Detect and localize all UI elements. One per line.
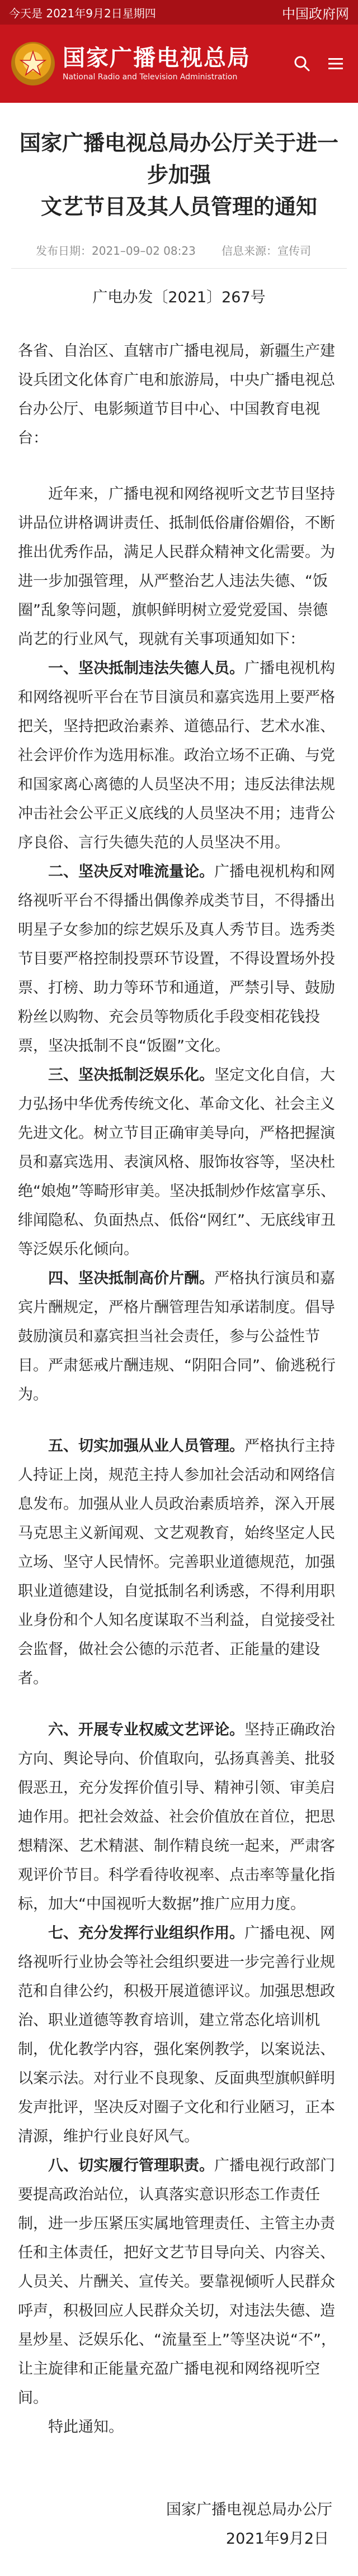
- section-body: 广播电视机构和网络视听平台在节目演员和嘉宾选用上要严格把关，坚持把政治素养、道德品行、艺术水准、社会评价作为选用标准。政治立场不正确、与党和国家离心离德的人员坚决不用；违反法律法规冲击社会公平正义底线的人员坚决不用；违背公序良俗、言行失德失范的人员坚决不用。: [18, 660, 335, 851]
- brand-name-en: National Radio and Television Administration: [63, 73, 238, 82]
- brand[interactable]: [63, 46, 251, 82]
- title-line-1: 国家广播电视总局办公厅关于进一: [19, 131, 338, 155]
- section-6: [18, 1716, 340, 1919]
- emblem-star-icon: [17, 48, 49, 79]
- menu-icon[interactable]: [326, 54, 346, 74]
- section-body: 坚定文化自信，大力弘扬中华优秀传统文化、革命文化、社会主义先进文化。树立节目正确审美导向，严格把握演员和嘉宾选用、表演风格、服饰妆容等，坚决杜绝“娘炮”等畸形审美。坚决抵制炒作炫富享乐、绯闻隐私、负面热点、低俗“网红”、无底线审丑等泛娱乐化倾向。: [18, 1066, 336, 1258]
- search-icon[interactable]: [292, 54, 312, 74]
- today-date: 今天是 2021年9月2日星期四: [9, 6, 156, 20]
- header-actions: [292, 54, 346, 74]
- section-heading: 七、充分发挥行业组织作用。: [48, 1925, 244, 1942]
- signature-date: 2021年9月2日: [225, 2530, 329, 2548]
- publish-date: 2021–09–02 08:23: [92, 244, 196, 258]
- section-heading: 四、坚决抵制高价片酬。: [48, 1270, 214, 1287]
- section-heading: 六、开展专业权威文艺评论。: [48, 1721, 244, 1739]
- article-title: [0, 103, 358, 236]
- section-body: 严格执行演员和嘉宾片酬规定，严格片酬管理告知承诺制度。倡导鼓励演员和嘉宾担当社会责任，参与公益性节目。严肃惩戒片酬违规、“阴阳合同”、偷逃税行为。: [18, 1270, 336, 1403]
- section-1: [18, 654, 340, 858]
- site-header: [0, 25, 358, 103]
- source-value: 宣传司: [277, 244, 311, 258]
- publish-info: [36, 242, 196, 258]
- section-body: 广播电视机构和网络视听平台不得播出偶像养成类节目，不得播出明星子女参加的综艺娱乐及真人秀节目。选秀类节目要严格控制投票环节设置，不得设置场外投票、打榜、助力等环节和通道，严禁引导、鼓励粉丝以购物、充会员等物质化手段变相花钱投票，坚决抵制不良“饭圈”文化。: [18, 863, 335, 1055]
- section-heading: 一、坚决抵制违法失德人员。: [48, 660, 244, 677]
- section-heading: 五、切实加强从业人员管理。: [48, 1437, 244, 1455]
- publish-label: 发布日期：: [36, 244, 92, 258]
- closing-text: 特此通知。: [48, 2418, 124, 2436]
- intro-paragraph: 近年来，广播电视和网络视听文艺节目坚持讲品位讲格调讲责任、抵制低俗庸俗媚俗，不断推出优秀作品，满足人民群众精神文化需要。为进一步加强管理，从严整治艺人违法失德、“饭圈”乱象等问题，旗帜鲜明树立爱党爱国、崇德尚艺的行业风气，现就有关事项通知如下：: [18, 485, 335, 648]
- section-7: [18, 1919, 340, 2151]
- section-3: [18, 1061, 340, 1264]
- document-number: 广电办发〔2021〕267号: [92, 289, 266, 306]
- section-body: 广播电视、网络视听行业协会等社会组织要进一步完善行业规范和自律公约，积极开展道德评议。加强思想政治、职业道德等教育培训，建立常态化培训机制，优化教学内容，强化案例教学，以案说法、以案示法。对行业不良现象、反面典型旗帜鲜明发声批评，坚决反对圈子文化和行业陋习，正本清源，维护行业良好风气。: [18, 1925, 335, 2145]
- title-line-3: 文艺节目及其人员管理的通知: [40, 194, 317, 219]
- signature: 国家广播电视总局办公厅: [166, 2501, 332, 2518]
- gov-site-link[interactable]: 中国政府网: [282, 6, 349, 22]
- top-strip: [0, 0, 358, 25]
- source-info: [222, 242, 322, 258]
- section-body: 坚持正确政治方向、舆论导向、价值取向，弘扬真善美、批驳假恶丑，充分发挥价值引导、精神引领、审美启迪作用。把社会效益、社会价值放在首位，把思想精深、艺术精湛、制作精良统一起来，严肃客观评价节目。科学看待收视率、点击率等量化指标，加大“中国视听大数据”推广应用力度。: [18, 1721, 335, 1913]
- national-emblem-icon[interactable]: [11, 42, 55, 85]
- section-5: [18, 1432, 340, 1693]
- article-meta: [11, 236, 347, 269]
- addressees: 各省、自治区、直辖市广播电视局，新疆生产建设兵团文化体育广电和旅游局，中央广播电视总台办公厅、电影频道节目中心、中国教育电视台：: [18, 342, 335, 447]
- brand-name-cn: 国家广播电视总局: [63, 45, 251, 71]
- title-line-2: 步加强: [147, 163, 211, 187]
- section-body: 严格执行主持人持证上岗，规范主持人参加社会活动和网络信息发布。加强从业人员政治素质培养，深入开展马克思主义新闻观、文艺观教育，始终坚定人民立场、坚守人民情怀。完善职业道德规范，加强职业道德建设，自觉抵制名利诱惑，不得利用职业身份和个人知名度谋取不当利益，自觉接受社会监督，做社会公德的示范者、正能量的建设者。: [18, 1437, 335, 1687]
- section-body: 广播电视行政部门要提高政治站位，认真落实意识形态工作责任制，进一步压紧压实属地管理责任、主管主办责任和主体责任，把好文艺节目导向关、内容关、人员关、片酬关、宣传关。要靠视倾听人民群众呼声，积极回应人民群众关切，对违法失德、造星炒星、泛娱乐化、“流量至上”等坚决说“不”，让主旋律和正能量充盈广播电视和网络视听空间。: [18, 2157, 336, 2407]
- source-label: 信息来源：: [222, 244, 277, 258]
- section-8: [18, 2151, 340, 2413]
- section-heading: 二、坚决反对唯流量论。: [48, 863, 214, 880]
- section-heading: 三、坚决抵制泛娱乐化。: [48, 1066, 214, 1084]
- section-2: [18, 858, 340, 1061]
- section-heading: 八、切实履行管理职责。: [48, 2157, 214, 2174]
- article-body: [0, 269, 358, 2576]
- section-4: [18, 1264, 340, 1410]
- bottom-spacer: [18, 2554, 340, 2576]
